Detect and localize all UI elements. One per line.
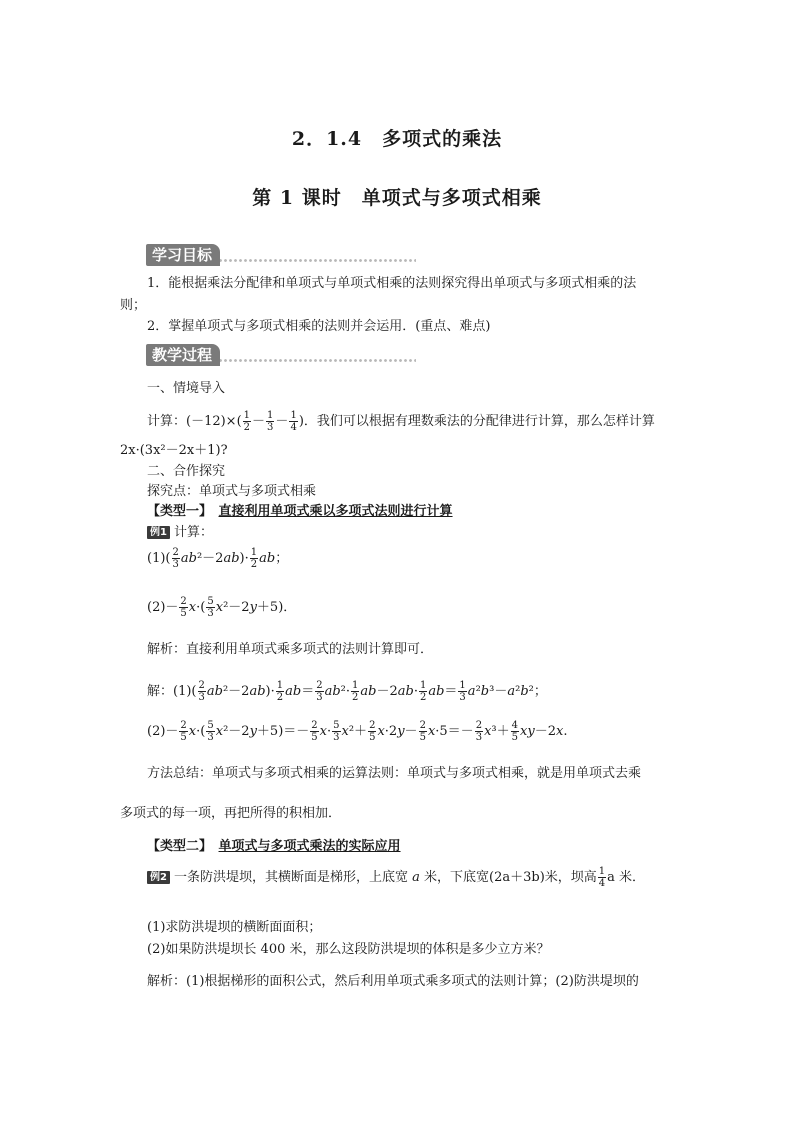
intro-calc: 计算：(－12)×( $\frac{1}{2}$ － $\frac{1}{3}$ － $\frac{1}{4}$ )．我们可以根据有理数乘法的分配律进行计算，那么怎样计算 [147, 410, 655, 433]
fraction: $\frac{1}{4}$ [290, 410, 297, 433]
page-title: 2．1.4 多项式的乘法 [291, 128, 503, 150]
analysis-1: 解析：直接利用单项式乘多项式的法则计算即可． [147, 642, 434, 657]
ex1-part2: (2)－ $\frac{2}{5}$ x·( $\frac{5}{3}$ x²－2y＋5)． [147, 596, 297, 619]
intro-calc-cont: 2x·(3x²－2x＋1)? [120, 443, 228, 458]
fraction: $\frac{1}{3}$ [267, 410, 274, 433]
type1-heading: 【类型一】 直接利用单项式乘以多项式法则进行计算 [147, 504, 453, 519]
method-summary: 方法总结：单项式与多项式相乘的运算法则：单项式与多项式相乘，就是用单项式去乘 [147, 766, 642, 781]
ex1-part1: (1)( $\frac{2}{3}$ ab²－2ab)· $\frac{1}{2}$ ab； [147, 547, 289, 570]
process-label: 教学过程 [146, 344, 220, 366]
question-2: (2)如果防洪堤坝长 400 米，那么这段防洪堤坝的体积是多少立方米？ [147, 942, 550, 957]
fraction: $\frac{1}{2}$ [243, 410, 251, 433]
process-banner [146, 344, 416, 366]
example-badge: 例2 [147, 871, 170, 884]
type2-heading: 【类型二】 单项式与多项式乘法的实际应用 [147, 839, 401, 854]
objective-2: 2．掌握单项式与多项式相乘的法则并会运用．(重点、难点) [147, 319, 491, 334]
question-1: (1)求防洪堤坝的横断面面积； [147, 920, 322, 935]
objectives-banner [146, 244, 416, 266]
explore-heading: 二、合作探究 [147, 464, 226, 479]
solution-2: (2)－ $\frac{2}{5}$ x·( $\frac{5}{3}$ x²－2y＋5)＝－ $\frac{2}{5}$ x· $\frac{5}{3}$ x²＋ $\frac{2}{5}$ x·2y－ $\frac{2}{5}$ x·5＝－ $\frac{2}{3}$ x³＋ $\frac{4}{5}$ xy－2x. [147, 720, 568, 743]
explore-point: 探究点：单项式与多项式相乘 [147, 484, 317, 499]
example-badge: 例1 [147, 526, 170, 539]
example-2: 例2 一条防洪堤坝，其横断面是梯形，上底宽 a 米，下底宽(2a＋3b)米，坝高 $\frac{1}{4}$ a 米． [147, 866, 645, 889]
example-1: 例1 计算： [147, 523, 213, 543]
page-subtitle: 第 1 课时 单项式与多项式相乘 [252, 187, 542, 209]
method-summary-cont: 多项式的每一项，再把所得的积相加． [120, 806, 342, 821]
objectives-label: 学习目标 [146, 244, 220, 266]
intro-heading: 一、情境导入 [147, 381, 226, 396]
objective-1-cont: 则； [120, 298, 147, 313]
analysis-2: 解析：(1)根据梯形的面积公式，然后利用单项式乘多项式的法则计算；(2)防洪堤坝的 [147, 974, 639, 989]
objective-1: 1．能根据乘法分配律和单项式与单项式相乘的法则探究得出单项式与多项式相乘的法 [147, 276, 637, 291]
solution-1: 解：(1)( $\frac{2}{3}$ ab²－2ab)· $\frac{1}{2}$ ab＝ $\frac{2}{3}$ ab²· $\frac{1}{2}$ ab－2ab· $\frac{1}{2}$ ab＝ $\frac{1}{3}$ a²b³－a²b²； [147, 680, 547, 703]
